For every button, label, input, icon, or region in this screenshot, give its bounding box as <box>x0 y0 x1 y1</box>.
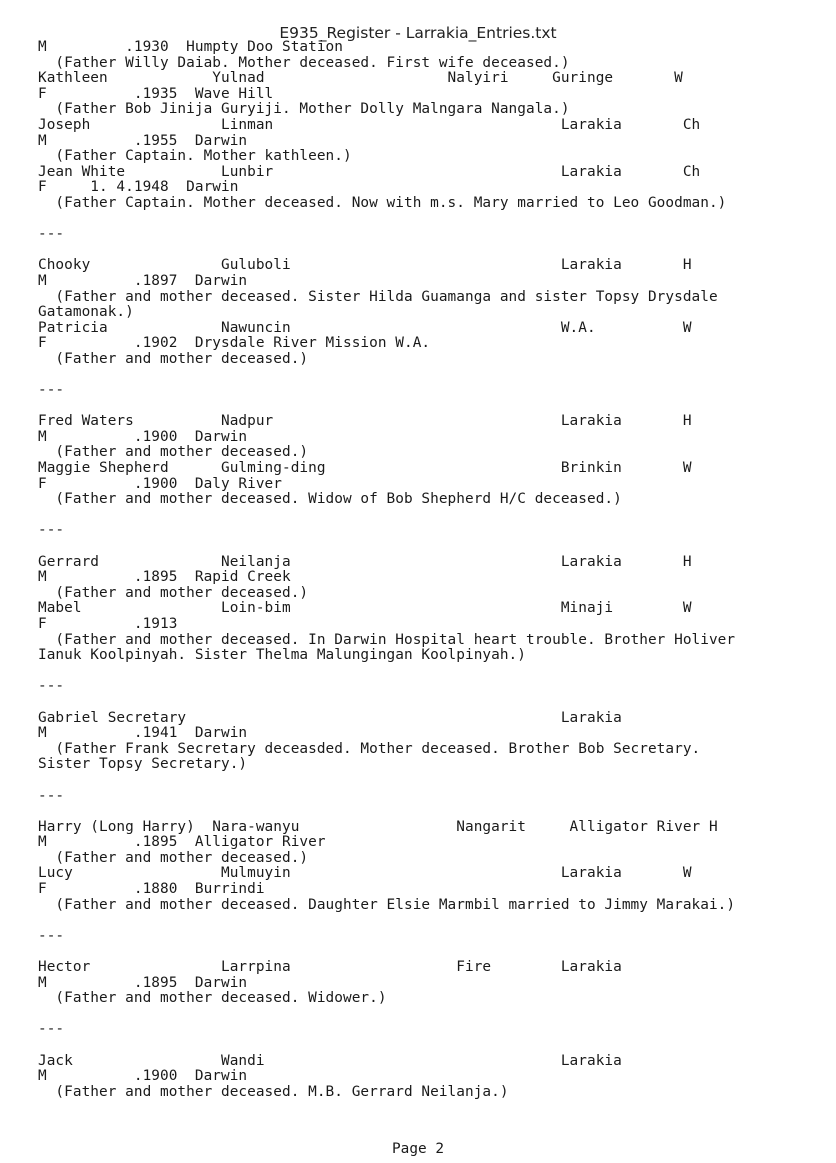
text-line: Mabel Loin-bim Minaji W <box>38 600 692 617</box>
text-line: (Father and mother deceased. Widow of Bob Shepherd H/C deceased.) <box>38 491 622 508</box>
blank-line <box>38 664 828 680</box>
page-number: Page 2 <box>392 1141 444 1157</box>
entry-separator: --- <box>38 382 65 399</box>
text-line: (Father and mother deceased.) <box>38 350 309 367</box>
blank-line <box>38 944 828 960</box>
text-line: (Father and mother deceased. In Darwin Hospital heart trouble. Brother Holiver <box>38 631 736 648</box>
text-line: Kathleen Yulnad Nalyiri Guringe W <box>38 70 683 87</box>
text-line: (Father and mother deceased. Widower.) <box>38 990 387 1007</box>
entry-separator: --- <box>38 522 65 539</box>
text-line: Hector Larrpina Fire Larakia <box>38 959 622 976</box>
text-line: F .1900 Daly River <box>38 475 282 492</box>
text-line: (Father and mother deceased.) <box>38 584 309 601</box>
text-line: Maggie Shepherd Gulming-ding Brinkin W <box>38 460 692 477</box>
text-line: Gabriel Secretary Larakia <box>38 709 622 726</box>
text-line: Jack Wandi Larakia <box>38 1052 622 1069</box>
text-line: M .1897 Darwin <box>38 272 248 289</box>
text-line: Gatamonak.) <box>38 304 134 321</box>
text-line: F .1880 Burrindi <box>38 881 265 898</box>
text-line: F .1913 <box>38 615 178 632</box>
text-line: Joseph Linman Larakia Ch <box>38 116 701 133</box>
text-line: M .1895 Darwin <box>38 974 248 991</box>
blank-line <box>38 773 828 789</box>
text-line: Chooky Guluboli Larakia H <box>38 257 692 274</box>
blank-line <box>38 1038 828 1054</box>
text-line: (Father and mother deceased.) <box>38 444 309 461</box>
text-line: Sister Topsy Secretary.) <box>38 756 248 773</box>
text-line: (Father and mother deceased. Sister Hilda Guamanga and sister Topsy Drysdale <box>38 288 718 305</box>
register-entries <box>38 40 828 1100</box>
blank-line <box>38 695 828 711</box>
text-line: M .1941 Darwin <box>38 725 248 742</box>
blank-line <box>38 212 828 228</box>
blank-line <box>38 539 828 555</box>
blank-line <box>38 913 828 929</box>
text-line: M .1930 Humpty Doo Station <box>38 39 343 55</box>
text-line: (Father and mother deceased. M.B. Gerrard Neilanja.) <box>38 1083 509 1100</box>
document-title: E935_Register - Larrakia_Entries.txt <box>279 24 557 42</box>
text-line: Gerrard Neilanja Larakia H <box>38 553 692 570</box>
text-line: M .1895 Alligator River <box>38 834 326 851</box>
text-line: (Father Willy Daiab. Mother deceased. First wife deceased.) <box>38 54 570 71</box>
text-line: Fred Waters Nadpur Larakia H <box>38 413 692 430</box>
text-line: (Father and mother deceased.) <box>38 849 309 866</box>
text-line: Harry (Long Harry) Nara-wanyu Nangarit Alligator River H <box>38 818 718 835</box>
blank-line <box>38 804 828 820</box>
text-line: M .1955 Darwin <box>38 132 248 149</box>
entry-separator: --- <box>38 927 65 944</box>
text-line: M .1900 Darwin <box>38 428 248 445</box>
entry-separator: --- <box>38 787 65 804</box>
text-line: M .1895 Rapid Creek <box>38 569 291 586</box>
text-line: (Father Captain. Mother kathleen.) <box>38 148 352 165</box>
blank-line <box>38 243 828 259</box>
text-line: (Father Frank Secretary deceasded. Mother deceased. Brother Bob Secretary. <box>38 740 701 757</box>
blank-line <box>38 1007 828 1023</box>
text-line: Jean White Lunbir Larakia Ch <box>38 163 701 180</box>
blank-line <box>38 508 828 524</box>
blank-line <box>38 399 828 415</box>
text-line: (Father Captain. Mother deceased. Now with m.s. Mary married to Leo Goodman.) <box>38 194 727 211</box>
text-line: F .1935 Wave Hill <box>38 85 274 102</box>
entry-separator: --- <box>38 226 65 243</box>
text-line: Ianuk Koolpinyah. Sister Thelma Malungingan Koolpinyah.) <box>38 647 526 664</box>
blank-line <box>38 367 828 383</box>
entry-separator: --- <box>38 678 65 695</box>
text-line: M .1900 Darwin <box>38 1068 248 1085</box>
text-line: (Father Bob Jinija Guryiji. Mother Dolly Malngara Nangala.) <box>38 101 570 118</box>
entry-separator: --- <box>38 1021 65 1038</box>
text-line: F .1902 Drysdale River Mission W.A. <box>38 335 431 352</box>
text-line: (Father and mother deceased. Daughter Elsie Marmbil married to Jimmy Marakai.) <box>38 896 736 913</box>
text-line: F 1. 4.1948 Darwin <box>38 179 239 196</box>
text-line: Lucy Mulmuyin Larakia W <box>38 865 692 882</box>
text-line: Patricia Nawuncin W.A. W <box>38 319 692 336</box>
